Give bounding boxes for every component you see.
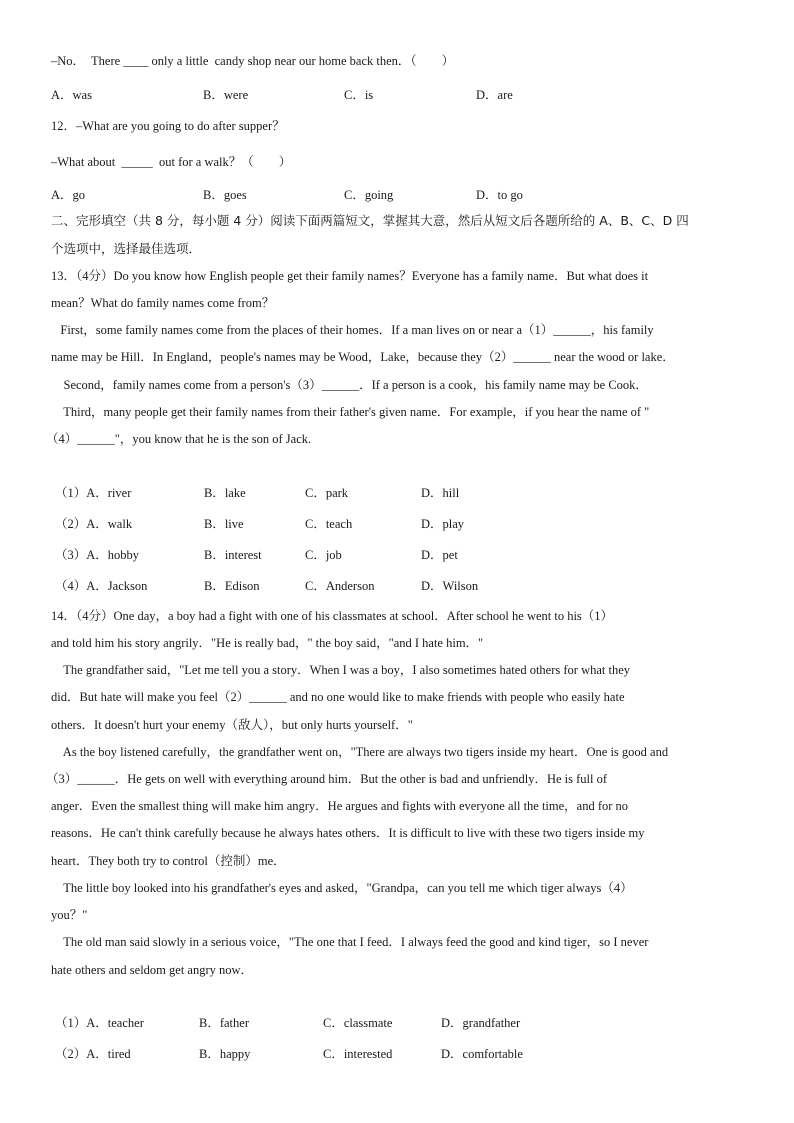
q14-line: reasons．He can't think carefully because he always hates others．It is difficult to live with these two tigers inside my [51,826,645,840]
q13-choice: C．teach [305,517,353,531]
q14-choice: D．grandfather [441,1016,521,1030]
q14-line: 14．（4分）One day，a boy had a fight with one of his classmates at school．After school he went to his（1） [51,609,614,623]
q11-option-a: A．was [51,88,92,102]
q14-line: you？" [51,908,88,922]
q13-choice: D．Wilson [421,579,479,593]
q14-line: did．But hate will make you feel（2）______ and no one would like to make friends with people who easily hate [51,690,625,704]
q11-option-d: D．are [476,88,513,102]
q14-line: anger．Even the smallest thing will make him angry．He argues and fights with everyone all the time，and for no [51,799,629,813]
q14-line: The old man said slowly in a serious voice，"The one that I feed．I always feed the good and kind tiger，so I never [51,935,649,949]
q13-choice: B．interest [204,548,262,562]
q13-choice: C．Anderson [305,579,375,593]
q12-option-a: A．go [51,188,86,202]
q14-line: As the boy listened carefully，the grandfather went on，"There are always two tigers inside my heart．One is good and [51,745,669,759]
q14-line: hate others and seldom get angry now． [51,963,254,977]
q11-stem: –No． There ____ only a little candy shop near our home back then．（ ） [51,54,455,68]
q13-choice: C．park [305,486,349,500]
q14-line: and told him his story angrily．"He is really bad，" the boy said，"and I hate him．" [51,636,484,650]
q12-option-c: C．going [344,188,394,202]
q13-choice: D．play [421,517,465,531]
q14-line: The grandfather said，"Let me tell you a story．When I was a boy，I also sometimes hated others for what they [51,663,631,677]
q13-line: Third，many people get their family names from their father's given name．For example，if you hear the name of " [51,405,650,419]
q14-line: heart．They both try to control（控制）me． [51,854,286,868]
q14-choice: D．comfortable [441,1047,523,1061]
q12-stem-2: –What about _____ out for a walk？（ ） [51,155,292,169]
q13-choice: B．live [204,517,244,531]
q14-choice: （2）A．tired [55,1047,131,1061]
q13-line: （4）______"，you know that he is the son of Jack. [46,432,312,446]
q13-choice: （1）A．river [55,486,132,500]
q13-choice: C．job [305,548,342,562]
q13-line: name may be Hill．In England，people's names may be Wood，Lake，because they（2）______ near the wood or lake． [51,350,675,364]
q13-choice: （4）A．Jackson [55,579,148,593]
q11-option-c: C．is [344,88,374,102]
q13-line: mean？What do family names come from？ [51,296,275,310]
section-heading-line-1: 二、完形填空（共 8 分，每小题 4 分）阅读下面两篇短文，掌握其大意，然后从短文后各题所给的 A、B、C、D 四 [51,213,689,228]
q14-choice: B．father [199,1016,249,1030]
q12-stem-1: 12．–What are you going to do after supper？ [51,119,285,133]
q13-choice: D．hill [421,486,460,500]
q13-line: Second，family names come from a person's（3）______．If a person is a cook，his family name may be Cook． [51,378,648,392]
q12-option-d: D．to go [476,188,523,202]
q12-option-b: B．goes [203,188,247,202]
q14-choice: （1）A．teacher [55,1016,144,1030]
q13-choice: D．pet [421,548,458,562]
q13-choice: （3）A．hobby [55,548,140,562]
q11-option-b: B．were [203,88,249,102]
q13-choice: （2）A．walk [55,517,133,531]
q14-line: The little boy looked into his grandfather's eyes and asked，"Grandpa，can you tell me which tiger always（4） [51,881,633,895]
q13-choice: B．lake [204,486,246,500]
section-heading-line-2: 个选项中，选择最佳选项． [51,241,202,256]
q13-line: First，some family names come from the places of their homes．If a man lives on or near a（1）______，his family [51,323,654,337]
q14-choice: C．classmate [323,1016,393,1030]
q13-line: 13．（4分）Do you know how English people get their family names？Everyone has a family name．But what does it [51,269,649,283]
q13-choice: B．Edison [204,579,260,593]
q14-line: others．It doesn't hurt your enemy（敌人），but only hurts yourself．" [51,718,413,732]
q14-choice: C．interested [323,1047,393,1061]
q14-line: （3）______．He gets on well with everything around him．But the other is bad and unfriendly．He is full of [46,772,608,786]
q14-choice: B．happy [199,1047,251,1061]
